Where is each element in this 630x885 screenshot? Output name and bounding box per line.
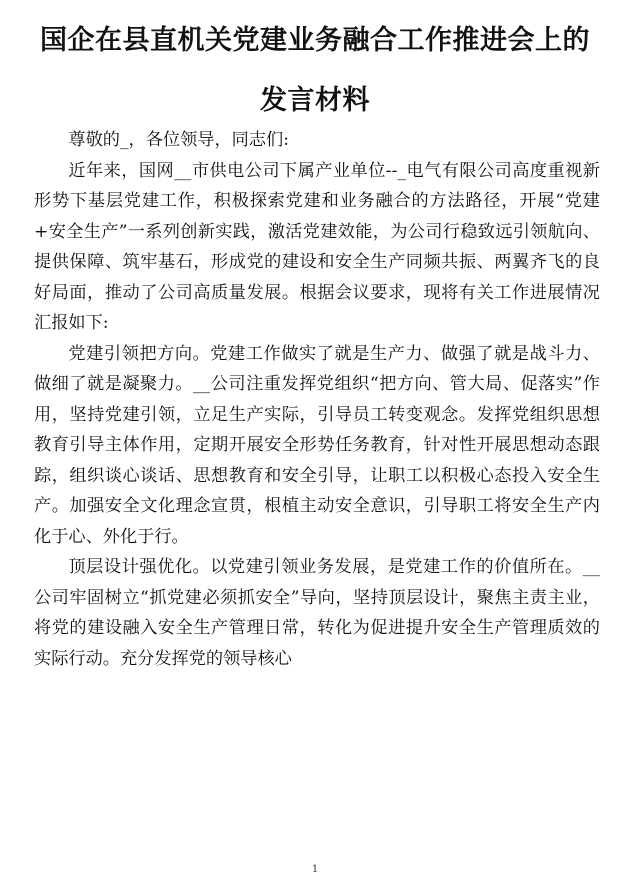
salutation-paragraph: 尊敬的_，各位领导，同志们: [68, 130, 290, 150]
section-paragraph-party-leadership: 党建引领把方向。党建工作做实了就是生产力、做强了就是战斗力、做细了就是凝聚力。__公司注重发挥党组织“把方向、管大局、促落实”作用，坚持党建引领，立足生产实际，引导员工转变观念。发挥党组织思想教育引导主体作用，定期开展安全形势任务教育，针对性开展思想动态跟踪，组织谈心谈话、思想教育和安全引导，让职工以积极心态投入安全生产。加强安全文化理念宣贯，根植主动安全意识，引导职工将安全生产内化于心、外化于行。 [34, 343, 600, 547]
section-paragraph-top-level-design: 顶层设计强优化。以党建引领业务发展，是党建工作的价值所在。__公司牢固树立“抓党建必须抓安全”导向，坚持顶层设计，聚焦主责主业，将党的建设融入安全生产管理日常，转化为促进提升安全生产管理质效的实际行动。充分发挥党的领导核心 [34, 557, 600, 669]
page-number: 1 [311, 864, 319, 875]
document-body [34, 125, 600, 674]
document-title-line-1: 国企在县直机关党建业务融合工作推进会上的 [40, 25, 590, 56]
document-title-line-2: 发言材料 [260, 85, 370, 116]
intro-paragraph: 近年来，国网__市供电公司下属产业单位--_电气有限公司高度重视新形势下基层党建工作，积极探索党建和业务融合的方法路径，开展“党建+安全生产”一系列创新实践，激活党建效能，为公司行稳致远引领航向、提供保障、筑牢基石，形成党的建设和安全生产同频共振、两翼齐飞的良好局面，推动了公司高质量发展。根据会议要求，现将有关工作进展情况汇报如下: [34, 160, 600, 333]
